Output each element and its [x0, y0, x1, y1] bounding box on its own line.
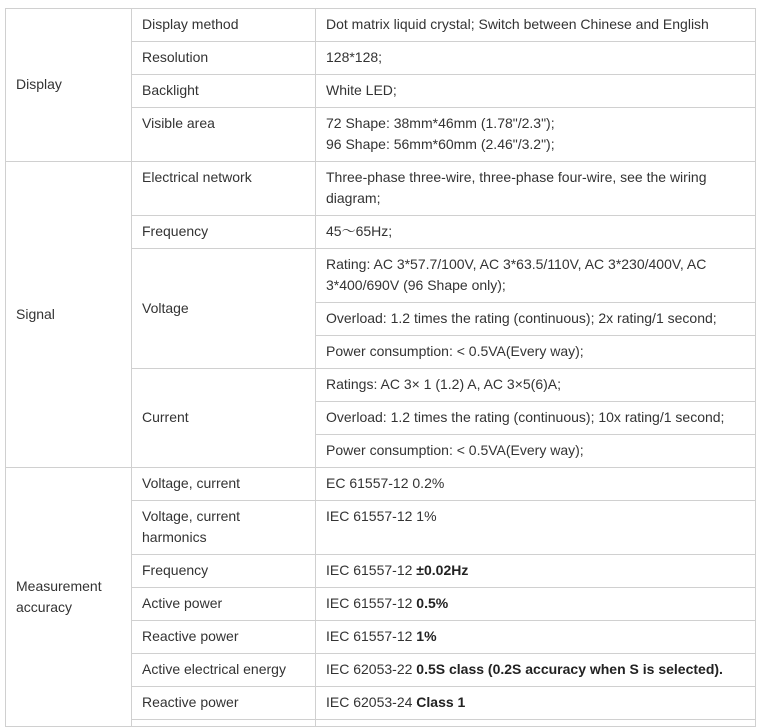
param-value-empty [316, 720, 756, 727]
param-label: Active electrical energy [132, 654, 316, 687]
param-value: White LED; [316, 75, 756, 108]
param-value: Ratings: AC 3× 1 (1.2) A, AC 3×5(6)A; [316, 369, 756, 402]
param-value [316, 501, 756, 555]
param-value [316, 687, 756, 720]
param-value [316, 654, 756, 687]
param-label: Voltage, current harmonics [132, 501, 316, 555]
value-text: IEC 61557-12 [326, 562, 417, 578]
value-text: IEC 62053-22 [326, 661, 417, 677]
param-label: Backlight [132, 75, 316, 108]
value-bold: ±0.02Hz [416, 562, 469, 578]
param-label: Display method [132, 9, 316, 42]
param-label: Frequency [132, 216, 316, 249]
value-bold: 0.5% [416, 595, 449, 611]
param-value: Dot matrix liquid crystal; Switch between Chinese and English [316, 9, 756, 42]
param-label: Voltage, current [132, 468, 316, 501]
table-row [6, 9, 756, 42]
param-label: Electrical network [132, 162, 316, 216]
param-label: Voltage [132, 249, 316, 369]
value-line: 96 Shape: 56mm*60mm (2.46"/3.2"); [326, 136, 555, 152]
param-label: Frequency [132, 555, 316, 588]
value-bold: 1% [416, 628, 437, 644]
param-label: Active power [132, 588, 316, 621]
value-text: IEC 61557-12 1% [326, 508, 437, 524]
category-accuracy: Measurement accuracy [6, 468, 132, 727]
table-row [6, 468, 756, 501]
param-value: Overload: 1.2 times the rating (continuous); 10x rating/1 second; [316, 402, 756, 435]
value-bold: Class 1 [416, 694, 466, 710]
param-value: Rating: AC 3*57.7/100V, AC 3*63.5/110V, AC 3*230/400V, AC 3*400/690V (96 Shape only); [316, 249, 756, 303]
param-label: Reactive power [132, 621, 316, 654]
spec-table [5, 8, 756, 727]
param-value: Power consumption: < 0.5VA(Every way); [316, 336, 756, 369]
param-value: Power consumption: < 0.5VA(Every way); [316, 435, 756, 468]
param-value [316, 621, 756, 654]
value-line: 72 Shape: 38mm*46mm (1.78"/2.3"); [326, 115, 555, 131]
param-value: Overload: 1.2 times the rating (continuous); 2x rating/1 second; [316, 303, 756, 336]
value-text: IEC 62053-24 [326, 694, 417, 710]
param-value: 45～65Hz; [316, 216, 756, 249]
param-label: Current [132, 369, 316, 468]
value-text: IEC 61557-12 [326, 595, 417, 611]
table-row [6, 162, 756, 216]
param-label: Reactive power [132, 687, 316, 720]
param-label-empty [132, 720, 316, 727]
param-value [316, 588, 756, 621]
param-value [316, 555, 756, 588]
category-display: Display [6, 9, 132, 162]
param-label: Visible area [132, 108, 316, 162]
category-signal: Signal [6, 162, 132, 468]
param-value: 128*128; [316, 42, 756, 75]
param-value [316, 468, 756, 501]
param-label: Resolution [132, 42, 316, 75]
param-value [316, 108, 756, 162]
value-text: IEC 61557-12 [326, 628, 417, 644]
value-text: EC 61557-12 0.2% [326, 475, 445, 491]
value-bold: 0.5S class (0.2S accuracy when S is selected). [416, 661, 723, 677]
param-value: Three-phase three-wire, three-phase four-wire, see the wiring diagram; [316, 162, 756, 216]
